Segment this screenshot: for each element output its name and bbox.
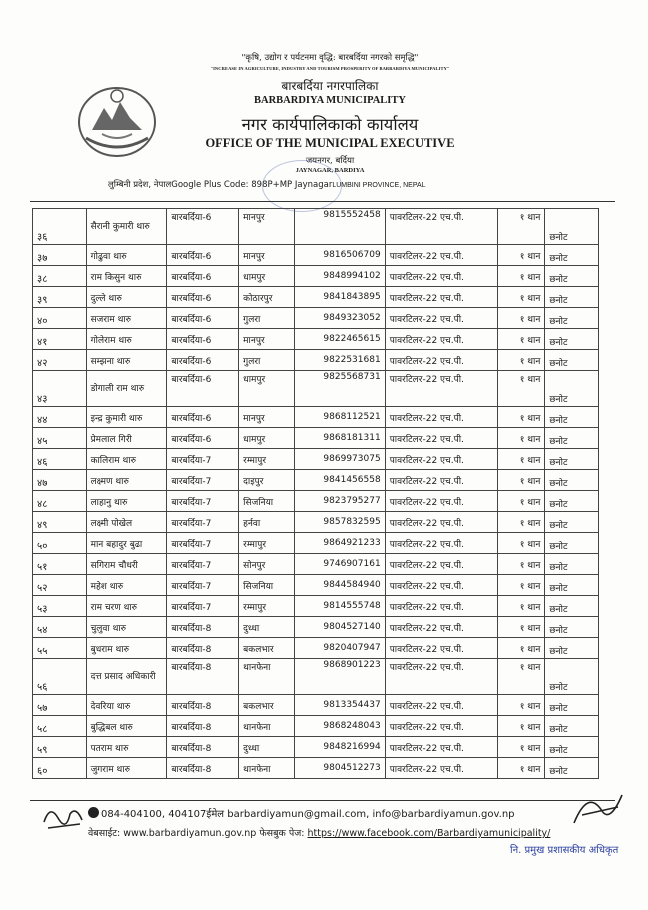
row-serial: ५८ [33,716,87,737]
row-remark: छनोट [545,737,599,758]
row-phone: 9848994102 [294,266,385,287]
row-name: चुलुवा थारु [86,617,167,638]
row-phone: 9869973075 [294,449,385,470]
row-ward: बारबर्दिया-8 [167,737,239,758]
row-village: धामपुर [239,371,295,407]
row-equipment: पावरटिलर-22 एच.पी. [385,266,497,287]
row-equipment: पावरटिलर-22 एच.पी. [385,308,497,329]
row-equipment: पावरटिलर-22 एच.पी. [385,533,497,554]
row-quantity: १ थान [497,428,545,449]
footer-facebook-link[interactable]: https://www.facebook.com/Barbardiyamunicipality/ [307,828,551,839]
row-name: मान बहादुर बुढा [86,533,167,554]
row-equipment: पावरटिलर-22 एच.पी. [385,659,497,695]
row-ward: बारबर्दिया-6 [167,407,239,428]
table-row [33,737,599,758]
row-ward: बारबर्दिया-7 [167,512,239,533]
row-village: सिजनिया [239,491,295,512]
row-remark: छनोट [545,758,599,779]
row-equipment: पावरटिलर-22 एच.पी. [385,470,497,491]
table-row [33,758,599,779]
row-equipment: पावरटिलर-22 एच.पी. [385,638,497,659]
row-village: दुध्धा [239,617,295,638]
row-village: थानफेना [239,659,295,695]
row-phone: 9813354437 [294,695,385,716]
row-equipment: पावरटिलर-22 एच.पी. [385,695,497,716]
row-ward: बारबर्दिया-7 [167,491,239,512]
row-ward: बारबर्दिया-8 [167,617,239,638]
row-equipment: पावरटिलर-22 एच.पी. [385,209,497,245]
row-ward: बारबर्दिया-6 [167,371,239,407]
row-remark: छनोट [545,371,599,407]
row-name: गोढुवा थारु [86,245,167,266]
row-phone: 9823795277 [294,491,385,512]
footer-web-line [88,826,550,839]
row-phone: 9816506709 [294,245,385,266]
row-phone: 9746907161 [294,554,385,575]
header-divider [30,201,615,202]
row-village: सिजनिया [239,575,295,596]
table-row [33,287,599,308]
table-row [33,350,599,371]
row-remark: छनोट [545,449,599,470]
table-row [33,695,599,716]
table-row [33,659,599,695]
row-ward: बारबर्दिया-6 [167,209,239,245]
row-quantity: १ थान [497,287,545,308]
row-village: दाइपुर [239,470,295,491]
row-remark: छनोट [545,575,599,596]
row-equipment: पावरटिलर-22 एच.पी. [385,575,497,596]
row-name: दुल्ले थारु [86,287,167,308]
row-quantity: १ थान [497,737,545,758]
row-serial: ५५ [33,638,87,659]
row-quantity: १ थान [497,512,545,533]
row-serial: ५० [33,533,87,554]
row-serial: ३९ [33,287,87,308]
row-ward: बारबर्दिया-7 [167,554,239,575]
row-remark: छनोट [545,533,599,554]
row-serial: ४१ [33,329,87,350]
row-equipment: पावरटिलर-22 एच.पी. [385,428,497,449]
row-remark: छनोट [545,512,599,533]
signature-left-icon [40,800,88,834]
row-phone: 9841456558 [294,470,385,491]
row-ward: बारबर्दिया-6 [167,350,239,371]
row-name: पतराम थारु [86,737,167,758]
row-village: रम्मापुर [239,449,295,470]
row-ward: बारबर्दिया-6 [167,308,239,329]
row-remark: छनोट [545,308,599,329]
row-equipment: पावरटिलर-22 एच.पी. [385,371,497,407]
footer-divider [30,800,615,801]
signature-right-icon [568,785,630,833]
table-row [33,512,599,533]
table-row [33,308,599,329]
facebook-label: फेसबुक पेज: [259,828,305,839]
row-phone: 9804512273 [294,758,385,779]
row-phone: 9868901223 [294,659,385,695]
row-equipment: पावरटिलर-22 एच.पी. [385,329,497,350]
row-ward: बारबर्दिया-7 [167,575,239,596]
office-stamp-icon [262,160,342,212]
row-remark: छनोट [545,428,599,449]
row-remark: छनोट [545,491,599,512]
row-remark: छनोट [545,209,599,245]
nepal-emblem-icon [72,78,162,162]
row-name: सगिराम चौधरी [86,554,167,575]
row-remark: छनोट [545,596,599,617]
table-row [33,575,599,596]
row-ward: बारबर्दिया-7 [167,533,239,554]
table-row [33,596,599,617]
row-serial: ६० [33,758,87,779]
row-ward: बारबर्दिया-6 [167,287,239,308]
municipality-name-english: BARBARDIYA MUNICIPALITY [254,95,406,106]
table-row [33,491,599,512]
row-ward: बारबर्दिया-7 [167,596,239,617]
row-village: थानफेना [239,758,295,779]
row-name: देवरिया थारु [86,695,167,716]
row-equipment: पावरटिलर-22 एच.पी. [385,449,497,470]
row-quantity: १ थान [497,371,545,407]
footer-website[interactable]: www.barbardiyamun.gov.np [123,828,257,839]
row-name: प्रेमलाल गिरी [86,428,167,449]
row-village: कोठारपुर [239,287,295,308]
table-row [33,716,599,737]
row-village: बकलभार [239,695,295,716]
table-row [33,329,599,350]
row-village: रम्मापुर [239,533,295,554]
table-row [33,533,599,554]
address-english: LUMBINI PROVINCE, NEPAL [332,182,426,189]
table-row [33,617,599,638]
row-quantity: १ थान [497,449,545,470]
row-name: लक्ष्मी पोखेल [86,512,167,533]
slogan-english: "INCREASE IN AGRICULTURE, INDUSTRY AND TOURISM PROSPERITY OF BARBARDIYA MUNICIPALITY" [210,66,450,71]
table-row [33,554,599,575]
row-serial: ४४ [33,407,87,428]
row-name: दत्त प्रसाद अधिकारी [86,659,167,695]
row-phone: 9868181311 [294,428,385,449]
website-label: वेबसाईट: [88,828,121,839]
row-phone: 9864921233 [294,533,385,554]
row-equipment: पावरटिलर-22 एच.पी. [385,554,497,575]
row-equipment: पावरटिलर-22 एच.पी. [385,287,497,308]
row-phone: 9841843895 [294,287,385,308]
row-phone: 9814555748 [294,596,385,617]
row-serial: ४७ [33,470,87,491]
row-remark: छनोट [545,554,599,575]
row-quantity: १ थान [497,695,545,716]
row-ward: बारबर्दिया-6 [167,329,239,350]
row-phone: 9868112521 [294,407,385,428]
row-equipment: पावरटिलर-22 एच.पी. [385,407,497,428]
row-serial: ४२ [33,350,87,371]
row-quantity: १ थान [497,350,545,371]
row-serial: ५४ [33,617,87,638]
table-row [33,470,599,491]
row-quantity: १ थान [497,407,545,428]
phone-icon [88,807,99,818]
row-name: गोलेराम थारु [86,329,167,350]
row-serial: ३६ [33,209,87,245]
row-remark: छनोट [545,350,599,371]
row-phone: 9857832595 [294,512,385,533]
row-phone: 9804527140 [294,617,385,638]
row-name: सम्झना थारु [86,350,167,371]
municipality-name-nepali: बारबर्दिया नगरपालिका [281,79,379,93]
row-remark: छनोट [545,287,599,308]
row-equipment: पावरटिलर-22 एच.पी. [385,617,497,638]
letterhead [0,0,648,200]
row-ward: बारबर्दिया-7 [167,470,239,491]
row-remark: छनोट [545,638,599,659]
row-ward: बारबर्दिया-8 [167,659,239,695]
row-name: महेश थारु [86,575,167,596]
row-village: मानपुर [239,209,295,245]
row-equipment: पावरटिलर-22 एच.पी. [385,350,497,371]
row-equipment: पावरटिलर-22 एच.पी. [385,491,497,512]
row-quantity: १ थान [497,716,545,737]
row-ward: बारबर्दिया-7 [167,449,239,470]
row-serial: ५९ [33,737,87,758]
row-quantity: १ थान [497,266,545,287]
table-row [33,638,599,659]
row-village: धामपुर [239,428,295,449]
row-equipment: पावरटिलर-22 एच.पी. [385,716,497,737]
row-quantity: १ थान [497,533,545,554]
row-name: जुगराम थारु [86,758,167,779]
row-equipment: पावरटिलर-22 एच.पी. [385,245,497,266]
row-ward: बारबर्दिया-8 [167,638,239,659]
footer-email[interactable]: barbardiyamun@gmail.com, info@barbardiyamun.gov.np [227,809,515,820]
office-name-nepali: नगर कार्यपालिकाको कार्यालय [241,115,419,134]
row-village: मानपुर [239,245,295,266]
row-quantity: १ थान [497,209,545,245]
row-serial: ५३ [33,596,87,617]
row-name: लक्ष्मण थारु [86,470,167,491]
row-remark: छनोट [545,617,599,638]
row-remark: छनोट [545,266,599,287]
row-quantity: १ थान [497,554,545,575]
row-serial: ४९ [33,512,87,533]
row-quantity: १ थान [497,596,545,617]
row-equipment: पावरटिलर-22 एच.पी. [385,737,497,758]
row-serial: ३७ [33,245,87,266]
place-nepali: जयनगर, बर्दिया [305,156,355,166]
office-name-english: OFFICE OF THE MUNICIPAL EXECUTIVE [205,136,455,150]
row-equipment: पावरटिलर-22 एच.पी. [385,512,497,533]
table-row [33,266,599,287]
row-name: इन्द्र कुमारी थारु [86,407,167,428]
row-village: धामपुर [239,266,295,287]
row-remark: छनोट [545,470,599,491]
row-serial: ४८ [33,491,87,512]
row-equipment: पावरटिलर-22 एच.पी. [385,758,497,779]
row-quantity: १ थान [497,638,545,659]
row-name: बुधराम थारु [86,638,167,659]
row-serial: ४५ [33,428,87,449]
row-serial: ५१ [33,554,87,575]
row-ward: बारबर्दिया-6 [167,428,239,449]
row-equipment: पावरटिलर-22 एच.पी. [385,596,497,617]
selection-table [32,208,599,779]
row-name: सैरानी कुमारी थारु [86,209,167,245]
row-phone: 9822465615 [294,329,385,350]
row-remark: छनोट [545,407,599,428]
row-phone: 9848216994 [294,737,385,758]
email-label: ईमेल [206,809,225,820]
row-quantity: १ थान [497,329,545,350]
row-ward: बारबर्दिया-8 [167,758,239,779]
row-quantity: १ थान [497,470,545,491]
place-english: JAYNAGAR, BARDIYA [295,167,365,174]
row-quantity: १ थान [497,659,545,695]
row-quantity: १ थान [497,575,545,596]
row-serial: ४३ [33,371,87,407]
row-quantity: १ थान [497,491,545,512]
footer-phone: 084-404100, 404107 [101,809,207,820]
table-row [33,428,599,449]
row-phone: 9849323052 [294,308,385,329]
row-name: राम किसुन थारु [86,266,167,287]
row-village: गुलरा [239,308,295,329]
row-ward: बारबर्दिया-6 [167,266,239,287]
row-name: कालिराम थारु [86,449,167,470]
row-ward: बारबर्दिया-8 [167,716,239,737]
footer-contact-line [88,806,515,820]
table-row [33,407,599,428]
row-quantity: १ थान [497,758,545,779]
row-serial: ४६ [33,449,87,470]
table-row [33,209,599,245]
row-remark: छनोट [545,695,599,716]
row-remark: छनोट [545,659,599,695]
row-ward: बारबर्दिया-8 [167,695,239,716]
address-nepali: लुम्बिनी प्रदेश, नेपालGoogle Plus Code: 898P+MP Jaynagar [108,180,333,190]
row-ward: बारबर्दिया-6 [167,245,239,266]
row-name: राम चरण थारु [86,596,167,617]
row-remark: छनोट [545,329,599,350]
row-remark: छनोट [545,245,599,266]
row-village: रम्मापुर [239,596,295,617]
row-serial: ४० [33,308,87,329]
row-remark: छनोट [545,716,599,737]
row-phone: 9820407947 [294,638,385,659]
row-village: गुलरा [239,350,295,371]
row-village: मानपुर [239,329,295,350]
row-village: थानफेना [239,716,295,737]
row-village: हर्नवा [239,512,295,533]
row-serial: ३८ [33,266,87,287]
row-phone: 9822531681 [294,350,385,371]
table-row [33,371,599,407]
row-quantity: १ थान [497,617,545,638]
row-village: सोनपुर [239,554,295,575]
row-phone: 9868248043 [294,716,385,737]
row-serial: ५७ [33,695,87,716]
row-village: बकलभार [239,638,295,659]
table-row [33,245,599,266]
address-line [108,179,608,190]
row-quantity: १ थान [497,308,545,329]
row-name: बुद्धिबल थारु [86,716,167,737]
row-village: मानपुर [239,407,295,428]
slogan-nepali: "कृषि, उद्योग र पर्यटनमा वृद्धि: बारबर्दिया नगरको समृद्धि" [241,53,419,63]
table-row [33,449,599,470]
officer-designation: नि. प्रमुख प्रशासकीय अधिकृत [510,845,619,856]
row-village: दुध्धा [239,737,295,758]
row-name: लाहानु थारु [86,491,167,512]
row-quantity: १ थान [497,245,545,266]
row-serial: ५२ [33,575,87,596]
row-phone: 9844584940 [294,575,385,596]
row-serial: ५६ [33,659,87,695]
row-phone: 9825568731 [294,371,385,407]
row-name: सजराम थारु [86,308,167,329]
row-name: डोगाली राम थारु [86,371,167,407]
row-phone: 9815552458 [294,209,385,245]
